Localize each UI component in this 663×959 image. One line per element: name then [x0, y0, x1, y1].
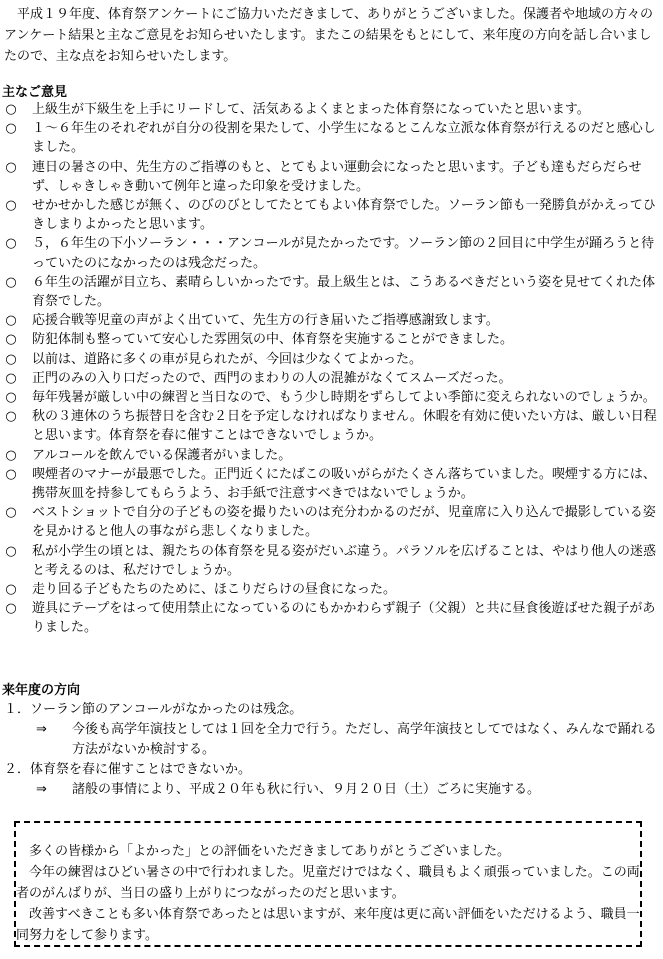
closing-paragraph: 改善すべきことも多い体育祭であったとは思いますが、来年度は更に高い評価をいただけるよう、職員一同努力をして参ります。 — [16, 907, 640, 943]
opinion-text: 私が小学生の頃とは、親たちの体育祭を見る姿がだいぶ違う。パラソルを広げることは、やはり他人の迷惑と考えるのは、私だけでしょうか。 — [32, 543, 657, 578]
opinion-text: 走り回る子どもたちのために、ほこりだらけの昼食になった。 — [32, 582, 397, 598]
opinion-item — [4, 158, 660, 196]
opinion-item — [4, 350, 660, 369]
circle-bullet-icon: ○ — [5, 236, 17, 252]
arrow-icon: ⇒ — [36, 722, 47, 737]
opinion-text: 以前は、道路に多くの車が見られたが、今回は少なくてよかった。 — [32, 351, 423, 367]
opinion-text: １～６年生のそれぞれが自分の役割を果たして、小学生になるとこんな立派な体育祭が行えるのだと感心しました。 — [32, 121, 656, 156]
closing-paragraph: 多くの皆様から「よかった」との評価をいただきましてありがとうございました。 — [29, 844, 511, 859]
direction-number: １． — [4, 702, 31, 717]
circle-bullet-icon: ○ — [5, 198, 17, 214]
circle-bullet-icon: ○ — [5, 332, 17, 348]
closing-paragraph: 今年の練習はひどい暑さの中で行われました。児童だけではなく、職員もよく頑張っていました。この両者のがんばりが、当日の盛り上がりにつながったのだと思います。 — [16, 865, 640, 901]
opinion-text: アルコールを飲んでいる保護者がいました。 — [32, 447, 292, 463]
arrow-icon: ⇒ — [36, 782, 47, 797]
circle-bullet-icon: ○ — [5, 121, 17, 137]
circle-bullet-icon: ○ — [5, 466, 17, 482]
opinion-item — [4, 273, 660, 311]
opinion-text: 防犯体制も整っていて安心した雰囲気の中、体育祭を実施することができました。 — [32, 332, 514, 348]
opinion-text: 喫煙者のマナーが最悪でした。正門近くにたばこの吸いがらがたくさん落ちていました。喫煙する方には、携帯灰皿を持参してもらうよう、お手紙で注意すべきではないでしょうか。 — [32, 466, 656, 502]
opinion-text: 応援合戦等児童の声がよく出ていて、先生方の行き届いたご指導感謝致します。 — [32, 313, 499, 329]
circle-bullet-icon: ○ — [5, 102, 17, 117]
opinion-text: 連日の暑さの中、先生方のご指導のもと、とてもよい運動会になったと思います。子ども達もだらだらせず、しゃきしゃき動いて例年と違った印象を受けました。 — [32, 159, 642, 194]
opinion-item — [4, 599, 660, 637]
opinion-item — [4, 100, 660, 119]
opinion-item — [4, 503, 660, 541]
direction-answer — [4, 780, 660, 800]
next-year-heading: 来年度の方向 — [2, 683, 81, 698]
opinions-heading: 主なご意見 — [2, 85, 68, 100]
opinion-text: せかせかした感じが無く、のびのびとしてたとてもよい体育祭でした。ソーラン節も一発勝負がかえってひきしまりよかったと思います。 — [32, 198, 656, 233]
opinion-text: ５，６年生の下小ソーラン・・・アンコールが見たかったです。ソーラン節の２回目に中学生が踊ろうと待っていたのになかったのは残念だった。 — [32, 236, 655, 271]
closing-message — [16, 841, 644, 946]
direction-item — [4, 700, 660, 720]
circle-bullet-icon: ○ — [5, 582, 17, 598]
opinion-item — [4, 465, 660, 503]
opinion-item — [4, 119, 660, 157]
opinion-text: 秋の３連休のうち振替日を含む２日を予定しなければなりません。休暇を有効に使いたい方は、厳しい日程と思います。体育祭を春に催すことはできないでしょうか。 — [32, 409, 657, 444]
direction-answer-text: 諸般の事情により、平成２０年も秋に行い、９月２０日（土）ごろに実施する。 — [72, 782, 541, 797]
direction-answer-text: 今後も高学年演技としては１回を全力で行う。ただし、高学年演技としてではなく、みんなで踊れる方法がないか検討する。 — [72, 722, 657, 757]
opinion-item — [4, 311, 660, 330]
circle-bullet-icon: ○ — [5, 351, 17, 367]
opinion-text: 毎年残暑が厳しい中の練習と当日なので、もう少し時期をずらしてよい季節に変えられないのでしょうか。 — [32, 390, 656, 406]
opinion-item — [4, 369, 660, 388]
direction-text: 体育祭を春に催すことはできないか。 — [30, 762, 252, 777]
opinion-item — [4, 330, 660, 349]
opinion-text: 遊具にテープをはって使用禁止になっているのにもかかわらず親子（父親）と共に昼食後遊ばせた親子がありました。 — [32, 601, 656, 636]
direction-item — [4, 760, 660, 780]
circle-bullet-icon: ○ — [5, 505, 17, 521]
closing-message-box — [14, 821, 642, 947]
intro-paragraph: 平成１９年度、体育祭アンケートにご協力いただきまして、ありがとうございました。保護者や地域の方々のアンケート結果と主なご意見をお知らせいたします。またこの結果をもとにして、来年度の方向を話し合いましたので、主な点をお知らせいたします。 — [4, 7, 653, 64]
circle-bullet-icon: ○ — [5, 409, 17, 425]
opinion-item — [4, 446, 660, 465]
opinion-item — [4, 542, 660, 580]
opinion-item — [4, 580, 660, 599]
circle-bullet-icon: ○ — [5, 543, 17, 559]
circle-bullet-icon: ○ — [5, 447, 17, 463]
opinion-item — [4, 234, 660, 272]
opinion-text: 正門のみの入り口だったので、西門のまわりの人の混雑がなくてスムーズだった。 — [32, 370, 512, 386]
opinion-item — [4, 196, 660, 234]
circle-bullet-icon: ○ — [5, 159, 17, 175]
circle-bullet-icon: ○ — [5, 274, 17, 290]
direction-text: ソーラン節のアンコールがなかったのは残念。 — [30, 702, 303, 717]
circle-bullet-icon: ○ — [5, 370, 17, 386]
circle-bullet-icon: ○ — [5, 601, 17, 617]
circle-bullet-icon: ○ — [5, 313, 17, 329]
opinions-list — [4, 100, 660, 638]
opinion-item — [4, 407, 660, 445]
direction-number: ２． — [4, 762, 31, 777]
opinion-text: ベストショットで自分の子どもの姿を撮りたいのは充分わかるのだが、児童席に入り込んで撮影している姿を見かけると他人の事ながら悲しくなりました。 — [32, 505, 656, 540]
circle-bullet-icon: ○ — [5, 390, 17, 406]
opinion-text: 上級生が下級生を上手にリードして、活気あるよくまとまった体育祭になっていたと思います。 — [32, 102, 590, 117]
direction-answer — [4, 720, 660, 760]
opinion-item — [4, 388, 660, 407]
directions-list — [4, 700, 660, 800]
opinion-text: ６年生の活躍が目立ち、素晴らしいかったです。最上級生とは、こうあるべきだという姿を見せてくれた体育祭でした。 — [32, 274, 655, 310]
